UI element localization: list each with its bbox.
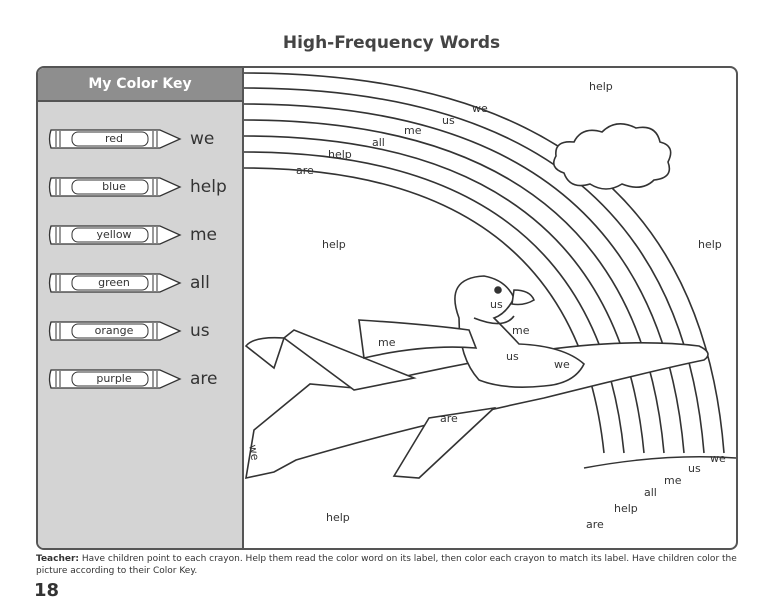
picture-word: help	[589, 80, 613, 93]
picture-word: us	[506, 350, 519, 363]
key-row-yellow	[38, 222, 242, 252]
picture-word: all	[372, 136, 385, 149]
crayon-label: blue	[102, 180, 126, 193]
picture-word: are	[440, 412, 458, 425]
picture-word: us	[688, 462, 701, 475]
picture-word: me	[512, 324, 530, 337]
picture-word: help	[614, 502, 638, 515]
picture-word: we	[554, 358, 570, 371]
color-key-panel	[38, 68, 244, 548]
picture-word: us	[490, 298, 503, 311]
picture-word: me	[378, 336, 396, 349]
picture-word: help	[322, 238, 346, 251]
picture-word: me	[404, 124, 422, 137]
key-row-purple	[38, 366, 242, 396]
key-word: we	[190, 129, 215, 149]
color-key-header: My Color Key	[38, 68, 242, 102]
page-number: 18	[34, 580, 60, 601]
worksheet-frame	[36, 66, 738, 550]
picture-word: are	[296, 164, 314, 177]
picture-word: me	[664, 474, 682, 487]
key-row-red	[38, 126, 242, 156]
crayon-label: red	[104, 132, 124, 145]
key-row-blue	[38, 174, 242, 204]
picture-word: are	[586, 518, 604, 531]
key-row-orange	[38, 318, 242, 348]
picture-word: we	[710, 452, 726, 465]
page-title: High-Frequency Words	[282, 33, 501, 53]
picture-word: help	[328, 148, 352, 161]
key-word: help	[190, 177, 227, 197]
key-word: all	[190, 273, 210, 293]
crayon-label: purple	[96, 372, 132, 385]
crayon-label: orange	[94, 324, 134, 337]
picture-word: all	[644, 486, 657, 499]
teacher-note-label: Teacher:	[36, 554, 80, 564]
teacher-note-text: Have children point to each crayon. Help them read the color word on its label, then color each crayon to match its label. Have children color the picture according to their Color Key.	[36, 554, 737, 576]
key-row-green	[38, 270, 242, 300]
crayon-label: yellow	[96, 228, 132, 241]
cloud-icon	[554, 124, 671, 189]
crayon-label: green	[98, 276, 130, 289]
key-word: me	[190, 225, 218, 245]
key-word: are	[190, 369, 218, 389]
picture-word: us	[442, 114, 455, 127]
teacher-note	[36, 553, 746, 577]
picture-word: we	[472, 102, 488, 115]
key-word: us	[190, 321, 210, 341]
picture-word: we	[246, 443, 262, 462]
coloring-picture	[244, 68, 736, 548]
picture-word: help	[326, 511, 350, 524]
picture-word: help	[698, 238, 722, 251]
